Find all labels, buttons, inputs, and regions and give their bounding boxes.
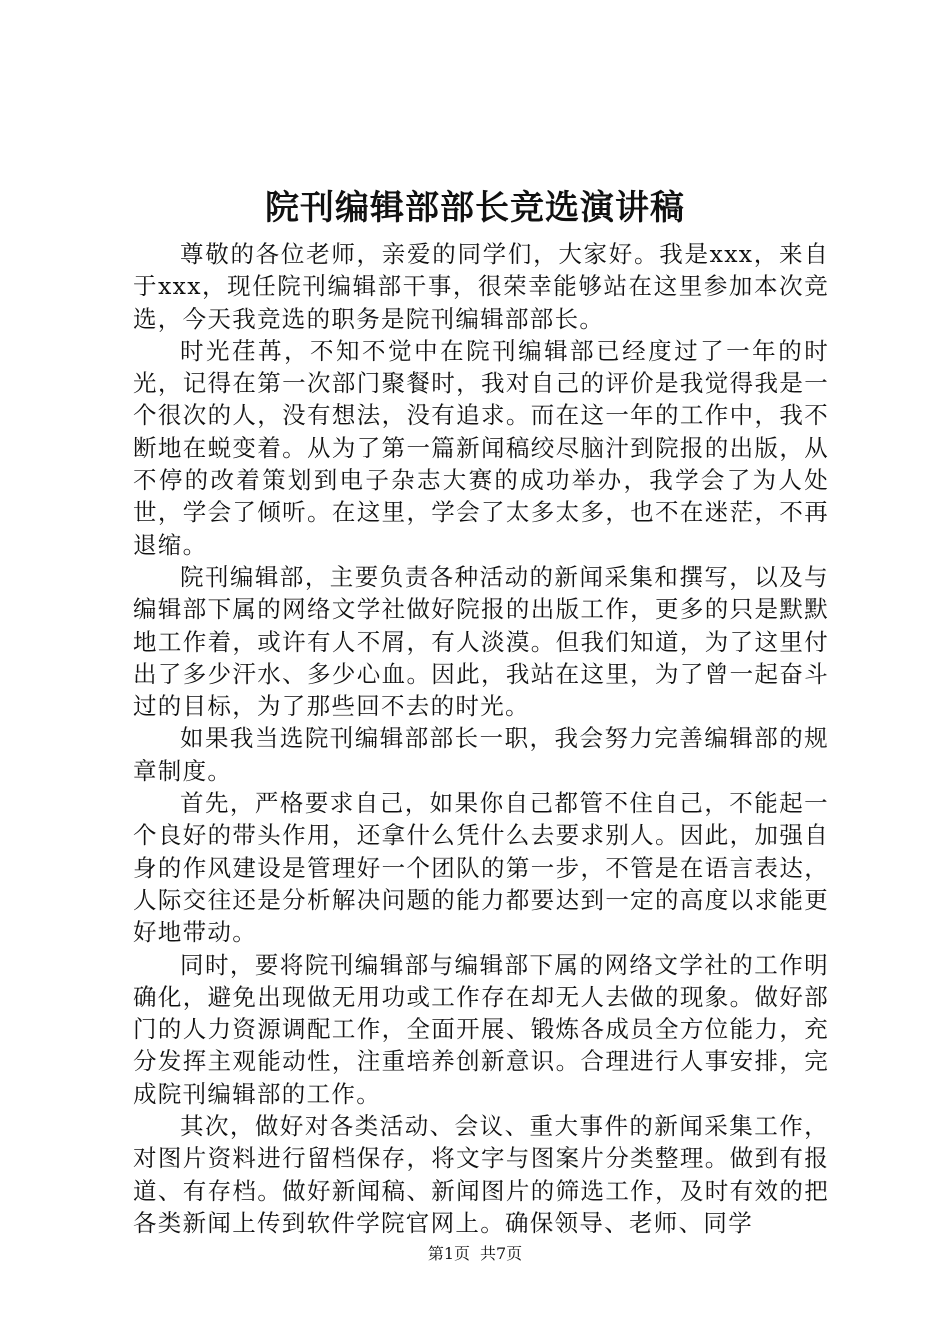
page-footer	[0, 1243, 950, 1265]
paragraph-6: 同时，要将院刊编辑部与编辑部下属的网络文学社的工作明确化，避免出现做无用功或工作存在却无人去做的现象。做好部门的人力资源调配工作，全面开展、锻炼各成员全方位能力，充分发挥主观能动性，注重培养创新意识。合理进行人事安排，完成院刊编辑部的工作。	[133, 950, 829, 1108]
paragraph-4: 如果我当选院刊编辑部部长一职，我会努力完善编辑部的规章制度。	[133, 724, 829, 785]
paragraph-5: 首先，严格要求自己，如果你自己都管不住自己，不能起一个良好的带头作用，还拿什么凭什么去要求别人。因此，加强自身的作风建设是管理好一个团队的第一步，不管是在语言表达，人际交往还是分析解决问题的能力都要达到一定的高度以求能更好地带动。	[133, 789, 829, 947]
page-total: 共7页	[480, 1244, 523, 1263]
document-title: 院刊编辑部部长竞选演讲稿	[265, 188, 685, 228]
paragraph-7: 其次，做好对各类活动、会议、重大事件的新闻采集工作，对图片资料进行留档保存，将文字与图案片分类整理。做到有报道、有存档。做好新闻稿、新闻图片的筛选工作，及时有效的把各类新闻上传到软件学院官网上。确保领导、老师、同学	[133, 1112, 829, 1237]
document-body	[133, 238, 829, 1239]
paragraph-1: 尊敬的各位老师，亲爱的同学们，大家好。我是xxx，来自于xxx，现任院刊编辑部干事，很荣幸能够站在这里参加本次竞选，今天我竞选的职务是院刊编辑部部长。	[133, 240, 829, 333]
paragraph-3: 院刊编辑部，主要负责各种活动的新闻采集和撰写，以及与编辑部下属的网络文学社做好院报的出版工作，更多的只是默默地工作着，或许有人不屑，有人淡漠。但我们知道，为了这里付出了多少汗水、多少心血。因此，我站在这里，为了曾一起奋斗过的目标，为了那些回不去的时光。	[133, 562, 829, 721]
paragraph-2: 时光荏苒，不知不觉中在院刊编辑部已经度过了一年的时光，记得在第一次部门聚餐时，我对自己的评价是我觉得我是一个很次的人，没有想法，没有追求。而在这一年的工作中，我不断地在蜕变着。从为了第一篇新闻稿绞尽脑汁到院报的出版，从不停的改着策划到电子杂志大赛的成功举办，我学会了为人处世，学会了倾听。在这里，学会了太多太多，也不在迷茫，不再退缩。	[133, 336, 829, 559]
page-number: 第1页	[427, 1244, 470, 1263]
